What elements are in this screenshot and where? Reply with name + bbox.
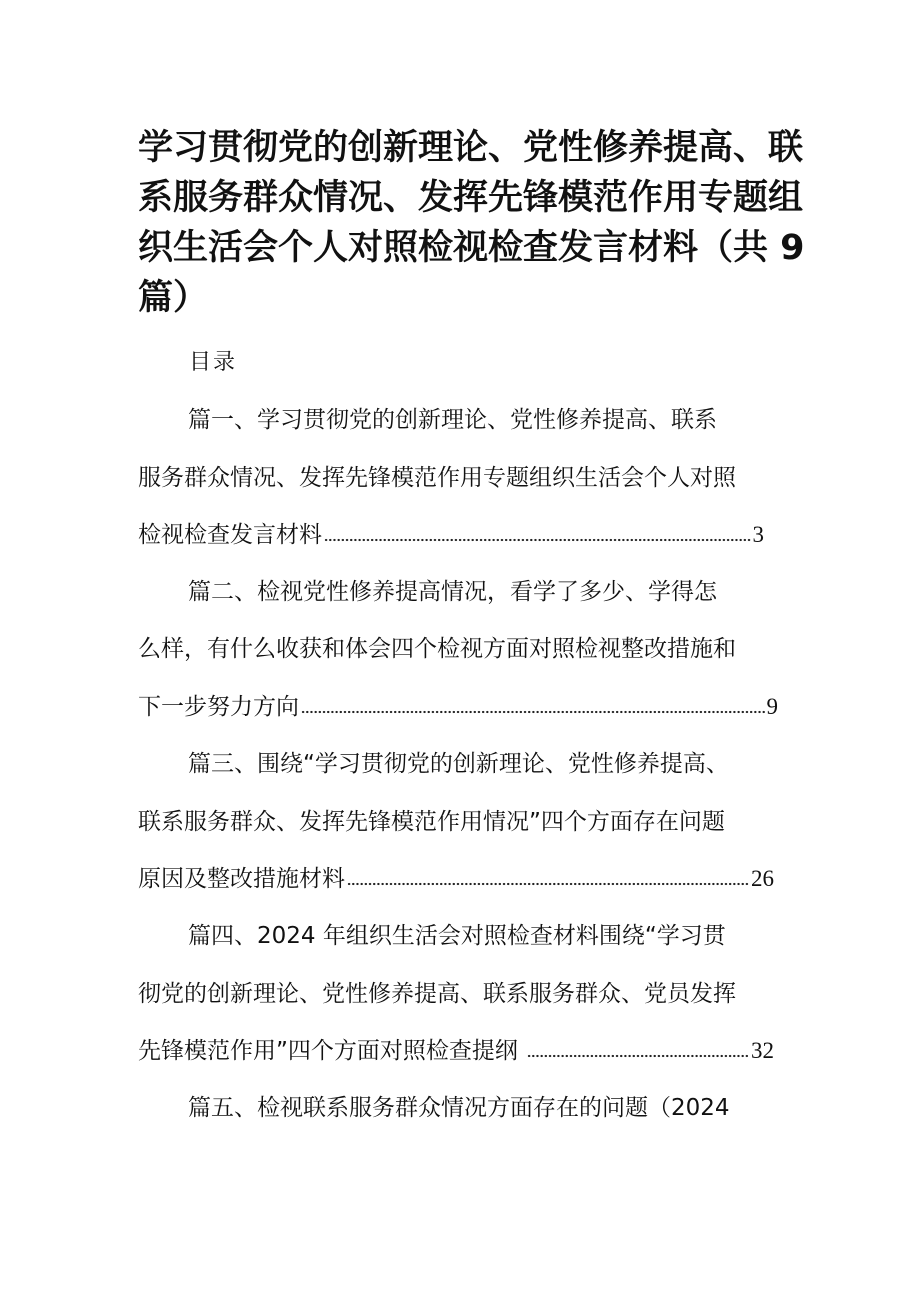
- toc-entry-4-page-number: 32: [751, 1038, 774, 1063]
- document-title-line-1: 学习贯彻党的创新理论、党性修养提高、联: [138, 128, 804, 168]
- toc-entry-1-last-line[interactable]: [138, 518, 764, 552]
- toc-entry-4-line-1-text: 篇四、2024 年组织生活会对照检查材料围绕“学习贯: [188, 923, 726, 949]
- toc-entry-2-page-number: 9: [766, 694, 778, 719]
- toc-entry-3-last-line[interactable]: [138, 862, 774, 896]
- toc-entry-1-text: 检视检查发言材料: [138, 522, 322, 548]
- toc-entry-1-leader: [324, 537, 751, 543]
- toc-entry-1-page-number: 3: [752, 522, 764, 547]
- toc-entry-1-line-1: 篇一、学习贯彻党的创新理论、党性修养提高、联系: [188, 407, 717, 433]
- toc-entry-4-leader: [527, 1053, 749, 1059]
- toc-entry-3-leader: [347, 881, 749, 887]
- document-title-line-3: 织生活会个人对照检视检查发言材料（共 9: [138, 228, 805, 268]
- document-title-line-4: 篇）: [138, 278, 209, 318]
- toc-entry-2-last-line[interactable]: [138, 690, 778, 724]
- toc-entry-3-line-2: 联系服务群众、发挥先锋模范作用情况”四个方面存在问题: [138, 809, 725, 835]
- toc-entry-1-line-2: 服务群众情况、发挥先锋模范作用专题组织生活会个人对照: [138, 465, 736, 491]
- toc-entry-3-page-number: 26: [751, 866, 774, 891]
- toc-entry-4-line-1: [188, 919, 726, 953]
- toc-entry-3-line-1: 篇三、围绕“学习贯彻党的创新理论、党性修养提高、: [188, 751, 729, 777]
- toc-entry-2-line-2: 么样，有什么收获和体会四个检视方面对照检视整改措施和: [138, 636, 736, 662]
- toc-entry-4-line-2: 彻党的创新理论、党性修养提高、联系服务群众、党员发挥: [138, 981, 736, 1007]
- document-title-line-2: 系服务群众情况、发挥先锋模范作用专题组: [138, 178, 804, 218]
- toc-heading: 目录: [189, 350, 238, 375]
- toc-entry-2-line-1: 篇二、检视党性修养提高情况，看学了多少、学得怎: [188, 579, 717, 605]
- toc-entry-5-line-1: 篇五、检视联系服务群众情况方面存在的问题（2024: [188, 1095, 730, 1121]
- toc-entry-4-last-line[interactable]: [138, 1034, 774, 1068]
- toc-entry-4-text: 先锋模范作用”四个方面对照检查提纲: [138, 1038, 526, 1064]
- toc-entry-3-text: 原因及整改措施材料: [138, 866, 345, 892]
- toc-entry-2-leader: [301, 709, 765, 715]
- toc-entry-2-text: 下一步努力方向: [138, 694, 299, 720]
